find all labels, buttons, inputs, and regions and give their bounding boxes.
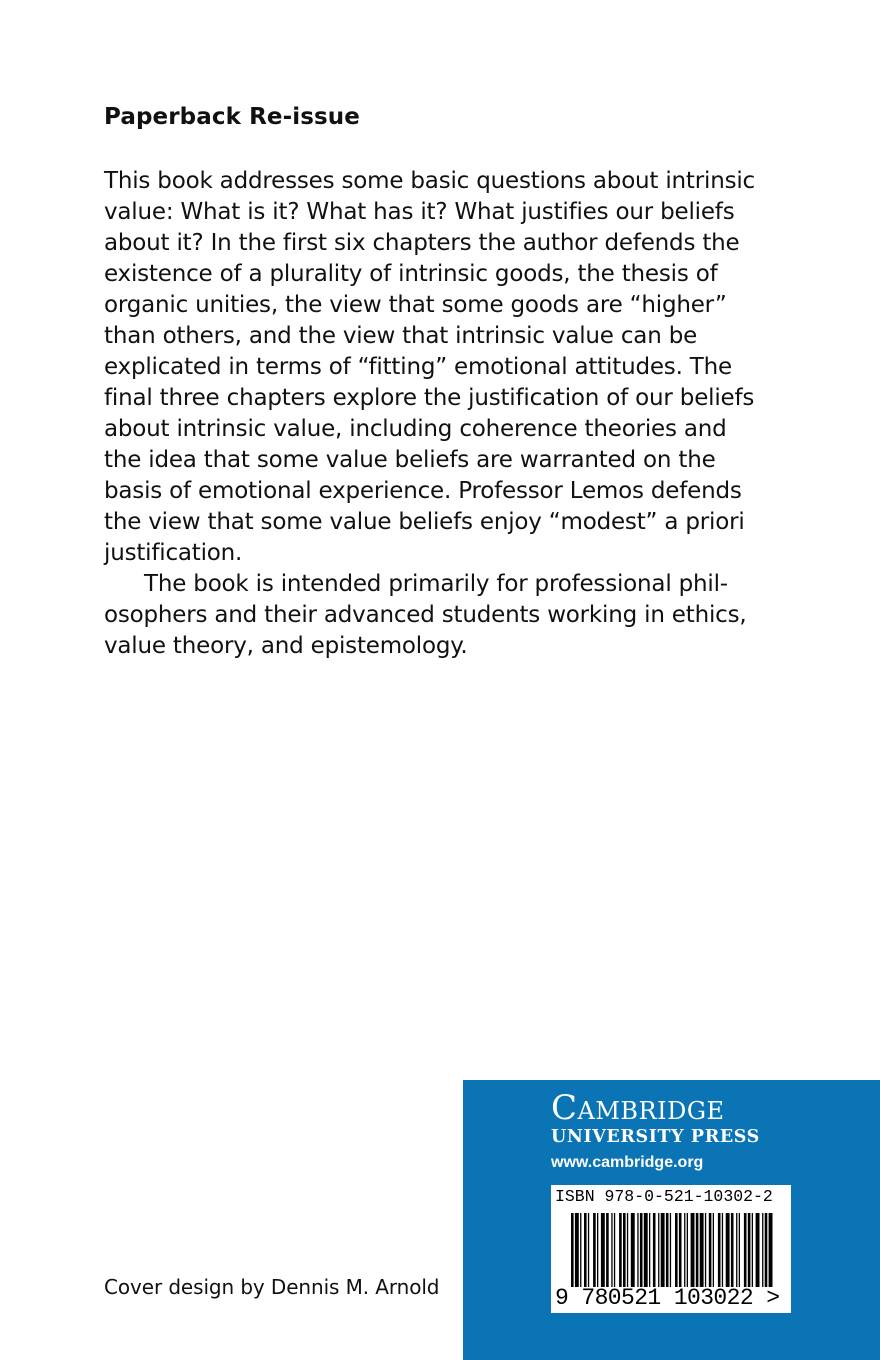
barcode-bar (619, 1213, 622, 1287)
barcode-bar (748, 1213, 751, 1287)
publisher-name: Cambridge (551, 1088, 725, 1128)
barcode-bar (684, 1213, 685, 1287)
blurb-line: organic unities, the view that some goods are “higher” (104, 292, 727, 318)
blurb-line: justification. (104, 540, 243, 566)
barcode-bar (614, 1213, 615, 1287)
barcode-bar (601, 1213, 605, 1287)
barcode-bar (666, 1213, 669, 1287)
barcode-bar (611, 1213, 612, 1287)
barcode-bar (606, 1213, 609, 1287)
barcode-bar (739, 1213, 740, 1287)
blurb-line: about intrinsic value, including coherence theories and (104, 416, 727, 442)
barcode-bar (623, 1213, 626, 1287)
barcode-bar (627, 1213, 628, 1287)
barcode-bar (658, 1213, 659, 1287)
barcode-bar (687, 1213, 688, 1287)
barcode-bar (736, 1213, 737, 1287)
barcode-bar (756, 1213, 760, 1287)
barcode-bar (661, 1213, 665, 1287)
barcode-bar (679, 1213, 682, 1287)
barcode-bar (718, 1213, 721, 1287)
barcode-bar (722, 1213, 723, 1287)
barcode-bar (631, 1213, 635, 1287)
blurb-line: existence of a plurality of intrinsic goods, the thesis of (104, 261, 718, 287)
cover-design-credit: Cover design by Dennis M. Arnold (104, 1275, 440, 1299)
ean-digits: 9 780521 103022 > (555, 1285, 780, 1311)
blurb-paragraph-2 (104, 569, 794, 662)
barcode-bar (700, 1213, 704, 1287)
blurb-line: than others, and the view that intrinsic value can be (104, 323, 698, 349)
blurb-line: the idea that some value beliefs are warranted on the (104, 447, 716, 473)
barcode-bar (640, 1213, 643, 1287)
barcode-bar (726, 1213, 730, 1287)
barcode-bar (731, 1213, 734, 1287)
blurb-line: about it? In the first six chapters the author defends the (104, 230, 740, 256)
barcode-bar (691, 1213, 695, 1287)
blurb-paragraph-1 (104, 166, 794, 569)
barcode-bar (744, 1213, 747, 1287)
barcode-bar (580, 1213, 581, 1287)
blurb-line: This book addresses some basic questions about intrinsic (104, 168, 755, 194)
blurb-line: value: What is it? What has it? What justifies our beliefs (104, 199, 735, 225)
blurb-line: value theory, and epistemology. (104, 633, 468, 659)
barcode-bar (584, 1213, 587, 1287)
barcode-bar (670, 1213, 671, 1287)
barcode-bar (588, 1213, 589, 1287)
blurb-line: osophers and their advanced students working in ethics, (104, 602, 747, 628)
barcode-bar (705, 1213, 706, 1287)
barcode-bar (649, 1213, 650, 1287)
barcode-bar (709, 1213, 712, 1287)
barcode-bar (762, 1213, 763, 1287)
blurb-line: basis of emotional experience. Professor Lemos defends (104, 478, 742, 504)
publisher-url: www.cambridge.org (551, 1154, 704, 1171)
barcode-bar (765, 1213, 768, 1287)
publisher-panel (463, 1080, 880, 1360)
barcode-bar (575, 1213, 579, 1287)
barcode-bar (653, 1213, 656, 1287)
barcode-bar (696, 1213, 699, 1287)
barcode-bar (593, 1213, 596, 1287)
barcode-bar (752, 1213, 753, 1287)
barcode-bar (571, 1213, 574, 1287)
barcode-bar (637, 1213, 638, 1287)
barcode-bar (597, 1213, 598, 1287)
blurb-text (104, 166, 794, 662)
barcode-bar (675, 1213, 678, 1287)
barcode-bar (713, 1213, 714, 1287)
section-heading: Paperback Re-issue (104, 104, 360, 130)
barcode-bars (571, 1213, 781, 1287)
barcode-bar (644, 1213, 648, 1287)
blurb-line: The book is intended primarily for professional phil- (144, 571, 728, 597)
publisher-subname: UNIVERSITY PRESS (551, 1127, 760, 1147)
barcode-bar (769, 1213, 773, 1287)
blurb-line: the view that some value beliefs enjoy “modest” a priori (104, 509, 745, 535)
isbn-number: ISBN 978-0-521-10302-2 (555, 1187, 773, 1206)
blurb-line: explicated in terms of “fitting” emotional attitudes. The (104, 354, 732, 380)
blurb-line: final three chapters explore the justification of our beliefs (104, 385, 755, 411)
isbn-barcode (551, 1185, 791, 1313)
